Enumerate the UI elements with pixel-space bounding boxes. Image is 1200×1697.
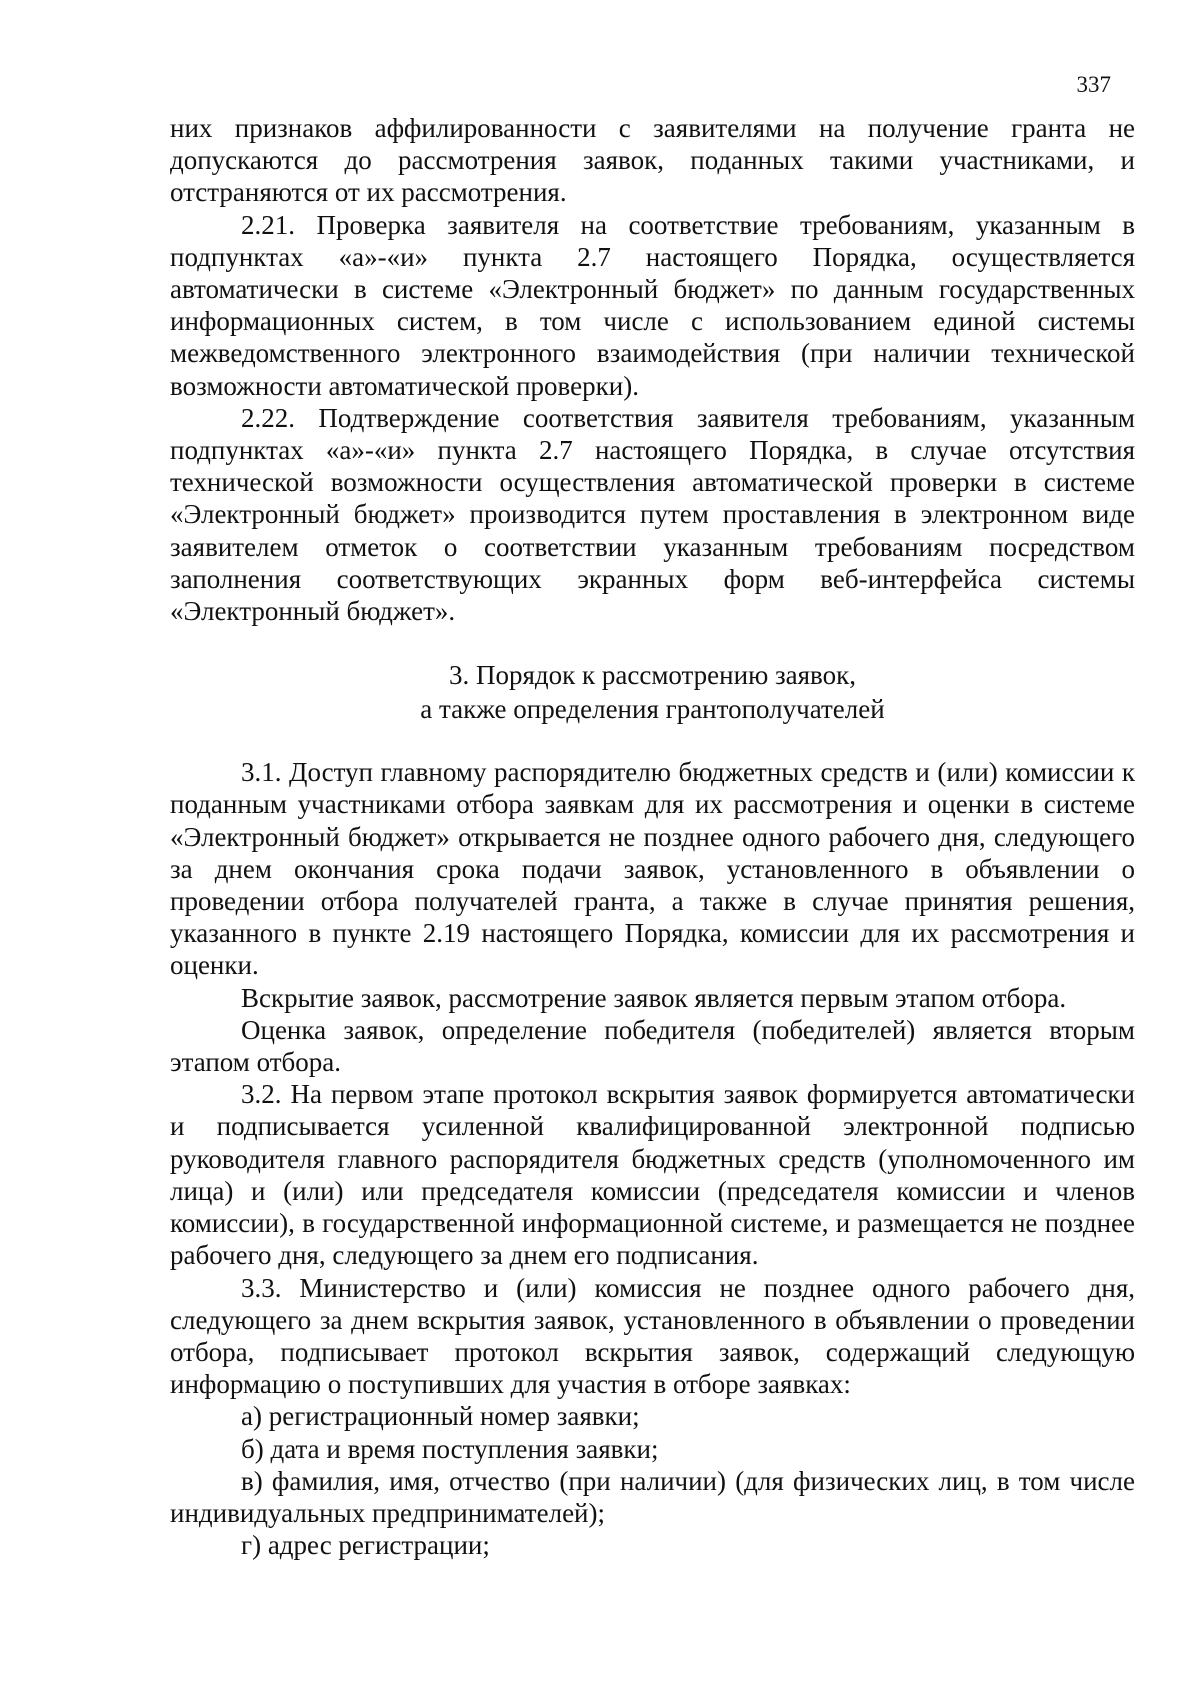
section-heading (170, 658, 1135, 726)
document-body (170, 112, 1135, 1561)
section-heading-line-1: 3. Порядок к рассмотрению заявок, (448, 660, 856, 691)
section-heading-line-2: а также определения грантополучателей (420, 694, 885, 725)
paragraph-3-3: 3.3. Министерство и (или) комиссия не позднее одного рабочего дня, следующего за днем вскрытия заявок, установленного в объявлении о проведении отбора, подписывает протокол вскрытия заявок, содержащий следующую информацию о поступивших для участия в отборе заявках: (170, 1272, 1135, 1400)
page-number: 337 (1076, 72, 1111, 97)
paragraph-2-22: 2.22. Подтверждение соответствия заявителя требованиям, указанным подпунктах «а»-«и» пункта 2.7 настоящего Порядка, в случае отсутствия технической возможности осуществления автоматической проверки в системе «Электронный бюджет» производится путем проставления в электронном виде заявителем отметок о соответствии указанным требованиям посредством заполнения соответствующих экранных форм веб-интерфейса системы «Электронный бюджет». (170, 402, 1135, 627)
paragraph-2-21: 2.21. Проверка заявителя на соответствие требованиям, указанным в подпунктах «а»-«и» пункта 2.7 настоящего Порядка, осуществляется автоматически в системе «Электронный бюджет» по данным государственных информационных систем, в том числе с использованием единой системы межведомственного электронного взаимодействия (при наличии технической возможности автоматической проверки). (170, 209, 1135, 401)
paragraph-3-2: 3.2. На первом этапе протокол вскрытия заявок формируется автоматически и подписывается усиленной квалифицированной электронной подписью руководителя главного распорядителя бюджетных средств (уполномоченного им лица) и (или) или председателя комиссии (председателя комиссии и членов комиссии), в государственной информационной системе, и размещается не позднее рабочего дня, следующего за днем его подписания. (170, 1079, 1135, 1271)
list-item-b: б) дата и время поступления заявки; (241, 1433, 659, 1464)
paragraph-opening: Вскрытие заявок, рассмотрение заявок является первым этапом отбора. (241, 982, 1067, 1013)
paragraph-evaluation: Оценка заявок, определение победителя (победителей) является вторым этапом отбора. (170, 1014, 1135, 1078)
paragraph-3-1: 3.1. Доступ главному распорядителю бюджетных средств и (или) комиссии к поданным участниками отбора заявкам для их рассмотрения и оценки в системе «Электронный бюджет» открывается не позднее одного рабочего дня, следующего за днем окончания срока подачи заявок, установленного в объявлении о проведении отбора получателей гранта, а также в случае принятия решения, указанного в пункте 2.19 настоящего Порядка, комиссии для их рассмотрения и оценки. (170, 757, 1135, 981)
list-item-a: а) регистрационный номер заявки; (241, 1401, 640, 1432)
paragraph-continuation: них признаков аффилированности с заявителями на получение гранта не допускаются до рассмотрения заявок, поданных такими участниками, и отстраняются от их рассмотрения. (170, 113, 1135, 208)
list-item-g: г) адрес регистрации; (241, 1530, 490, 1561)
list-item-v: в) фамилия, имя, отчество (при наличии) (для физических лиц, в том числе индивидуальных предпринимателей); (170, 1465, 1135, 1528)
